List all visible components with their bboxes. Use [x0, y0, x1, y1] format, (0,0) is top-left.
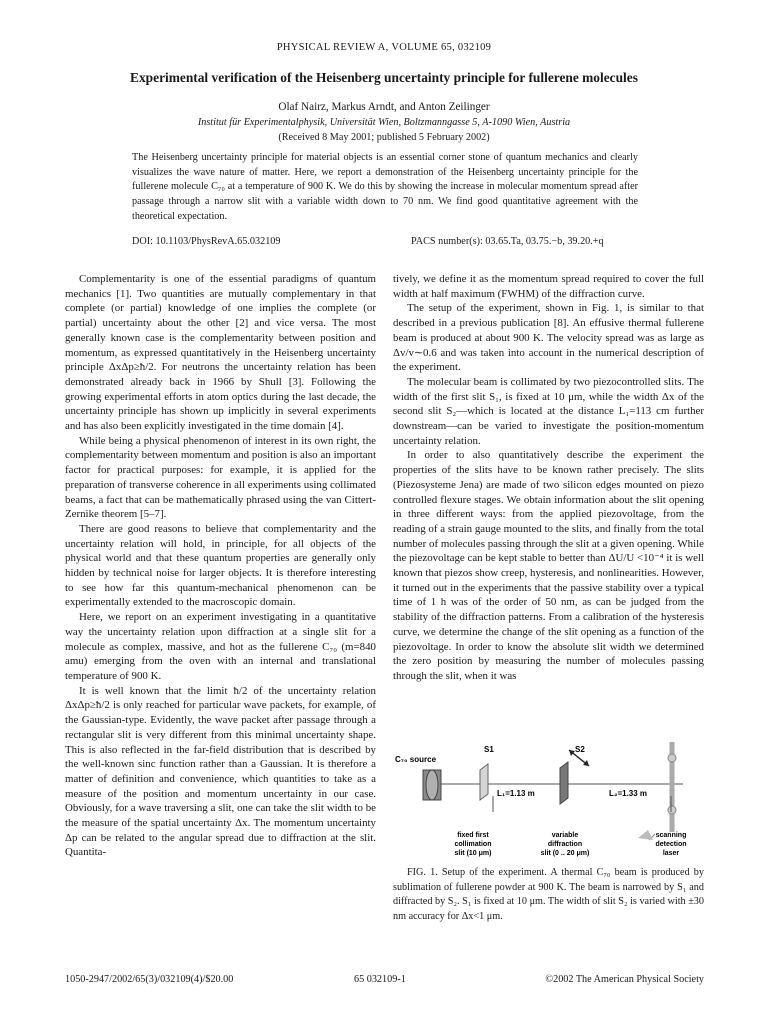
variable-slit-label: diffraction	[547, 841, 583, 848]
article-title: Experimental verification of the Heisenberg uncertainty principle for fullerene molecules	[130, 70, 638, 85]
paragraph: tively, we define it as the momentum spread required to cover the full width at half maximum (FWHM) of the diffraction curve.	[393, 273, 704, 300]
fixed-slit-label: fixed first	[457, 832, 489, 839]
received-dates: (Received 8 May 2001; published 5 February 2002)	[278, 132, 490, 143]
paragraph: The molecular beam is collimated by two piezocontrolled slits. The width of the first slit S₁, is fixed at 10 μm, while the width Δx of the second slit S₂—which is located at the distance L₁=113 cm further downstream—can be varied to investigate the position-momentum uncertainty relation.	[393, 375, 704, 447]
paragraph: The setup of the experiment, shown in Fig. 1, is similar to that described in a previous publication [8]. An effusive thermal fullerene beam is produced at about 900 K. The velocity spread was as large as Δv/v∼0.6 and was taken into account in the numerical description of the experiment.	[393, 302, 704, 374]
laser-label: laser	[662, 850, 680, 857]
laser-label: scanning	[655, 832, 687, 839]
journal-header: PHYSICAL REVIEW A, VOLUME 65, 032109	[276, 42, 492, 53]
left-column	[65, 272, 376, 860]
laser-mirror-top	[668, 754, 676, 762]
footer-code: 1050-2947/2002/65(3)/032109(4)/$20.00	[65, 974, 234, 985]
figure-caption	[393, 866, 704, 924]
abstract: The Heisenberg uncertainty principle for material objects is an essential corner stone of quantum mechanics and clearly visualizes the wave nature of matter. Here, we report a demonstration of the Heisenberg uncertainty principle for the fullerene molecule C₇₀ at a temperature of 900 K. We do this by showing the increase in molecular momentum spread after passage through a narrow slit with a variable width down to 70 nm. We find good quantitative agreement with the theoretical expectation.	[132, 152, 638, 222]
laser-mirror-bottom	[668, 806, 676, 814]
paragraph: It is well known that the limit ħ/2 of the uncertainty relation ΔxΔp≥ħ/2 is only reached for particular wave packets, for example, of the Gaussian-type. Evidently, the wave packet after passage through a rectangular slit is very different from this minimal uncertainty shape. This is also reflected in the far-field distribution that is described by the well-known sinc function rather than a Gaussian. It is therefore a matter of definition and convenience, which quantities to take as a measure of the position and momentum uncertainty in our case. Obviously, for a wave traversing a slit, one can take the slit width to be the measure of the spatial uncertainty Δx. The momentum uncertainty Δp can be related to the angular spread due to diffraction at the slit. Quantita-	[65, 684, 376, 859]
slit-s2	[560, 762, 568, 804]
paragraph: In order to also quantitatively describe the experiment the properties of the slits have to be known rather precisely. The slits (Piezosysteme Jena) are made of two silicon edges mounted on piezo controlled flexure stages. We obtain information about the slit opening in three different ways: from the applied piezovoltage, from the reading of a strain gauge mounted to the slits, and finally from the total number of molecules passing through the slit at a given opening. While the piezovoltage can be kept stable to better than ΔU/U <10⁻⁴ it is well known that piezos show creep, hysteresis, and nonlinearities. However, it turned out in the experiments that the passive stability over a typical time of 1 h was of the order of 50 nm, as can be judged from the stability of the diffraction patterns. From a calibration of the hysteresis curve, we determine the change of the slit opening as a function of the piezovoltage. In order to know the absolute slit width we determined the zero position by measuring the number of molecules passing through the slit, when it was	[393, 449, 704, 682]
l2-label: L₂=1.33 m	[609, 789, 648, 798]
paragraph: There are good reasons to believe that complementarity and the uncertainty relation will hold, in principle, for all objects of the physical world and that these quantum properties are generally only hidden by technical noise for larger objects. It is therefore interesting to see how far this quantum-mechanical phenomenon can be experimentally extended to the macroscopic domain.	[65, 522, 376, 609]
figure-1-setup-diagram	[393, 740, 704, 858]
laser-label: detection	[655, 841, 687, 848]
laser-arrow	[638, 830, 653, 840]
slit-s1	[480, 764, 488, 800]
page-number: 65 032109-1	[354, 974, 406, 985]
variable-slit-label: slit (0 .. 20 μm)	[540, 850, 590, 857]
authors: Olaf Nairz, Markus Arndt, and Anton Zeilinger	[278, 101, 490, 113]
slit-adjust-arrow-head	[583, 760, 589, 766]
s1-label: S1	[484, 745, 494, 754]
source-label: C₇₀ source	[395, 755, 437, 764]
paragraph: Complementarity is one of the essential paradigms of quantum mechanics [1]. Two quantities are mutually complementary in that complete (or partial) knowledge of one implies the complete (or partial) uncertainty about the other [2] and vice versa. The most generally known case is the complementarity between position and momentum, as expressed quantitatively in the Heisenberg uncertainty principle ΔxΔp≥ħ/2. For neutrons the uncertainty relation has been demonstrated already back in 1966 by Shull [3]. Following the growing experimental efforts in atom optics during the last decade, the uncertainty principle has shown up implicitly in several experiments and has also been explicitly investigated in the time domain [4].	[65, 273, 376, 433]
paragraph: While being a physical phenomenon of interest in its own right, the complementarity between momentum and position is also an important factor for practical purposes: for example, it is applied for the preparation of transverse coherence in all experiments using collimated beams, a fact that can be mathematically phrased using the van Cittert-Zernike theorem [5–7].	[65, 434, 376, 521]
right-column	[393, 272, 704, 684]
fixed-slit-label: slit (10 μm)	[454, 850, 492, 857]
caption-text: FIG. 1. Setup of the experiment. A thermal C₇₀ beam is produced by sublimation of fullerene powder at 900 K. The beam is narrowed by S₁ and diffracted by S₂. S₁ is fixed at 10 μm. The width of slit S₂ is varied with ±30 nm accuracy for Δx<1 μm.	[393, 867, 704, 922]
affiliation: Institut für Experimentalphysik, Universität Wien, Boltzmanngasse 5, A-1090 Wien, Austria	[197, 117, 571, 128]
pacs-numbers: PACS number(s): 03.65.Ta, 03.75.−b, 39.20.+q	[411, 236, 604, 247]
paragraph: Here, we report on an experiment investigating in a quantitative way the uncertainty relation upon diffraction at a single slit for a molecule as complex, massive, and hot as the fullerene C₇₀ (m=840 amu) emerging from the oven with an internal and translational temperature of 900 K.	[65, 611, 376, 682]
s2-label: S2	[575, 745, 585, 754]
l1-label: L₁=1.13 m	[497, 789, 535, 798]
source-oven-face	[426, 770, 438, 800]
doi: DOI: 10.1103/PhysRevA.65.032109	[132, 236, 281, 247]
fixed-slit-label: collimation	[454, 841, 492, 848]
variable-slit-label: variable	[551, 832, 579, 839]
copyright: ©2002 The American Physical Society	[545, 974, 704, 985]
